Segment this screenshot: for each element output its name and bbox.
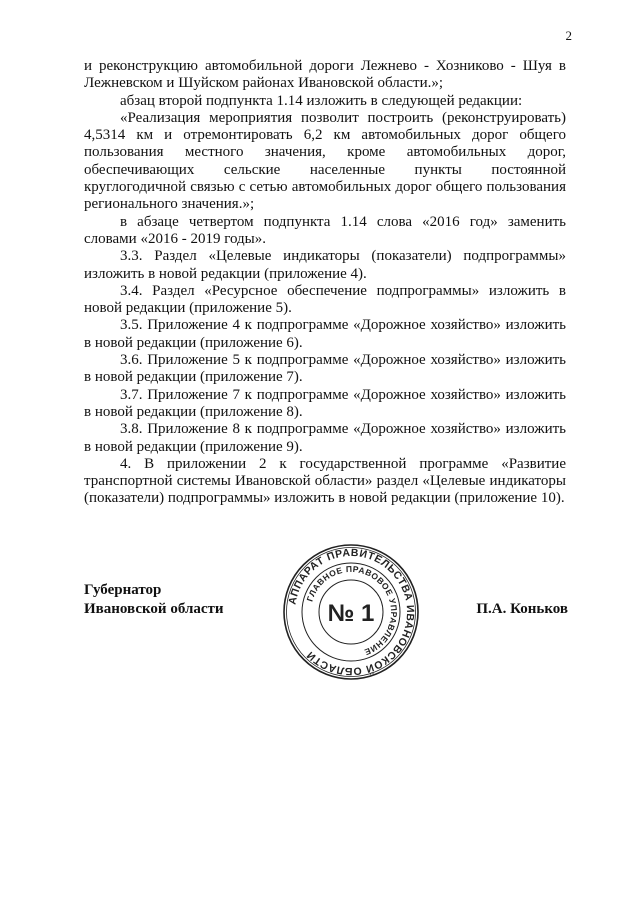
official-stamp <box>282 543 420 681</box>
signatory-name: П.А. Коньков <box>476 601 568 617</box>
paragraph-6: 3.4. Раздел «Ресурсное обеспечение подпрограммы» изложить в новой редакции (приложение 5). <box>84 282 566 317</box>
paragraph-9: 3.7. Приложение 7 к подпрограмме «Дорожное хозяйство» изложить в новой редакции (приложение 8). <box>84 386 566 420</box>
paragraph-2: абзац второй подпункта 1.14 изложить в следующей редакции: <box>120 92 523 109</box>
paragraph-1: и реконструкцию автомобильной дороги Лежнево - Хозниково - Шуя в Лежневском и Шуйском районах Ивановской области.»; <box>84 58 566 92</box>
signatory-title <box>84 581 224 619</box>
document-body <box>84 58 566 508</box>
paragraph-10: 3.8. Приложение 8 к подпрограмме «Дорожное хозяйство» изложить в новой редакции (приложение 9). <box>84 421 566 455</box>
paragraph-4: в абзаце четвертом подпункта 1.14 слова «2016 год» заменить словами «2016 - 2019 годы». <box>84 213 566 247</box>
stamp-outer-text: АППАРАТ ПРАВИТЕЛЬСТВА ИВАНОВСКОЙ ОБЛАСТИ <box>286 546 417 678</box>
paragraph-8: 3.6. Приложение 5 к подпрограмме «Дорожное хозяйство» изложить в новой редакции (приложение 7). <box>84 352 566 386</box>
paragraph-7: 3.5. Приложение 4 к подпрограмме «Дорожное хозяйство» изложить в новой редакции (приложение 6). <box>84 317 566 351</box>
signatory-title-line-2: Ивановской области <box>84 601 224 617</box>
signatory-title-line-1: Губернатор <box>84 582 162 598</box>
paragraph-11: 4. В приложении 2 к государственной программе «Развитие транспортной системы Ивановской области» раздел «Целевые индикаторы (показатели) подпрограммы» изложить в новой редакции (приложение 10). <box>84 455 566 507</box>
paragraph-3: «Реализация мероприятия позволит построить (реконструировать) 4,5314 км и отремонтировать 6,2 км автомобильных дорог общего пользования местного значения, кроме автомобильных дорог, обеспечивающих сельские населенные пункты постоянной круглогодичной связью с сетью автомобильных дорог общего пользования регионального значения.»; <box>84 109 566 213</box>
paragraph-5: 3.3. Раздел «Целевые индикаторы (показатели) подпрограммы» изложить в новой редакции (приложение 4). <box>84 248 566 282</box>
stamp-number: № 1 <box>327 600 375 627</box>
stamp-inner-text: ГЛАВНОЕ ПРАВОВОЕ УПРАВЛЕНИЕ <box>304 563 400 658</box>
page-number: 2 <box>565 28 572 43</box>
